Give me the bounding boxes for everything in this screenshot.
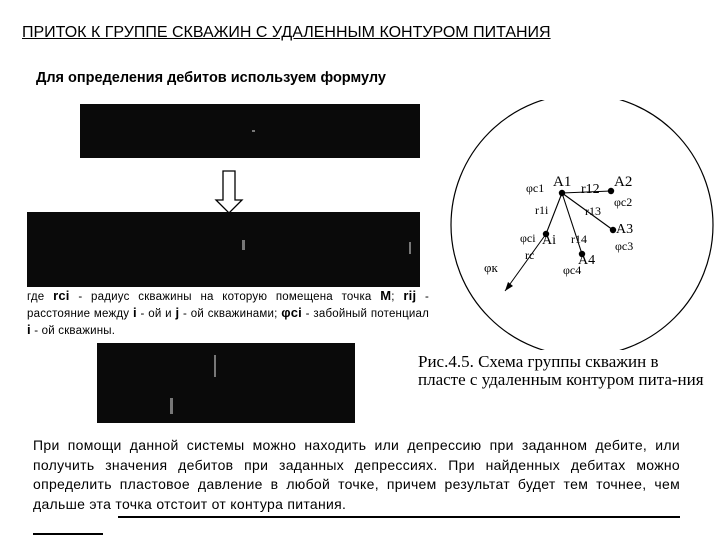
page-title: ПРИТОК К ГРУППЕ СКВАЖИН С УДАЛЕННЫМ КОНТУРОМ ПИТАНИЯ bbox=[22, 24, 551, 41]
contour-arrow-icon bbox=[505, 282, 513, 291]
label-a3: A3 bbox=[616, 222, 634, 237]
well-a1 bbox=[559, 190, 565, 196]
desc-text: - ой скважинами; bbox=[179, 308, 282, 320]
label-r14: r14 bbox=[571, 232, 587, 246]
desc-symbol-j: j bbox=[175, 305, 180, 320]
desc-symbol-r-ci: rсi bbox=[53, 288, 70, 303]
desc-text: - радиус скважины на которую помещена точка bbox=[69, 291, 381, 303]
desc-text: где bbox=[27, 291, 54, 303]
underline-rule-2 bbox=[33, 533, 103, 535]
label-a4: A4 bbox=[578, 253, 596, 268]
label-phi-c4: φc4 bbox=[563, 263, 582, 277]
formula-image-2 bbox=[27, 212, 420, 287]
label-ai: Ai bbox=[542, 233, 556, 248]
subtitle: Для определения дебитов используем формулу bbox=[36, 70, 386, 86]
label-phi-k: φк bbox=[484, 260, 498, 275]
desc-text: - ой и bbox=[136, 308, 176, 320]
supply-contour-circle bbox=[451, 100, 713, 350]
underline-rule bbox=[118, 516, 680, 518]
desc-symbol-r-ij: rij bbox=[403, 288, 417, 303]
label-r1i: r1i bbox=[535, 203, 549, 217]
desc-text: ; bbox=[391, 291, 404, 303]
label-r13: r13 bbox=[585, 204, 601, 218]
desc-text: - забойный потенциал bbox=[301, 308, 430, 320]
label-phi-ci: φci bbox=[520, 231, 536, 245]
label-phi-c2: φc2 bbox=[614, 195, 633, 209]
desc-symbol-i2: i bbox=[27, 322, 31, 337]
desc-symbol-phi-ci: φсi bbox=[281, 305, 302, 320]
label-r12: r12 bbox=[581, 182, 600, 197]
desc-symbol-i: i bbox=[132, 305, 137, 320]
desc-symbol-m: М bbox=[380, 288, 392, 303]
bottom-paragraph: При помощи данной системы можно находить или депрессию при заданном дебите, или получить значения дебитов при заданных депрессиях. При найденных дебитах можно определить пластовое давление в любой точке, причем результат будет тем точнее, чем дальше эта точка отстоит от контура питания. bbox=[33, 437, 680, 512]
formula-description bbox=[27, 288, 429, 339]
desc-text: - расстояние между bbox=[27, 291, 429, 320]
desc-text: - ой скважины. bbox=[30, 325, 116, 337]
label-a1: A1 bbox=[553, 174, 572, 190]
label-phi-c1: φc1 bbox=[526, 181, 545, 195]
label-rc: rc bbox=[525, 248, 535, 262]
figure-caption: Рис.4.5. Схема группы скважин в пласте с удаленным контуром пита-ния bbox=[418, 352, 704, 389]
down-arrow-icon bbox=[214, 170, 244, 214]
label-phi-c3: φc3 bbox=[615, 239, 634, 253]
well-group-diagram bbox=[450, 100, 720, 350]
label-a2: A2 bbox=[614, 174, 633, 190]
formula-image-1 bbox=[80, 104, 420, 158]
formula-image-3 bbox=[97, 343, 355, 423]
